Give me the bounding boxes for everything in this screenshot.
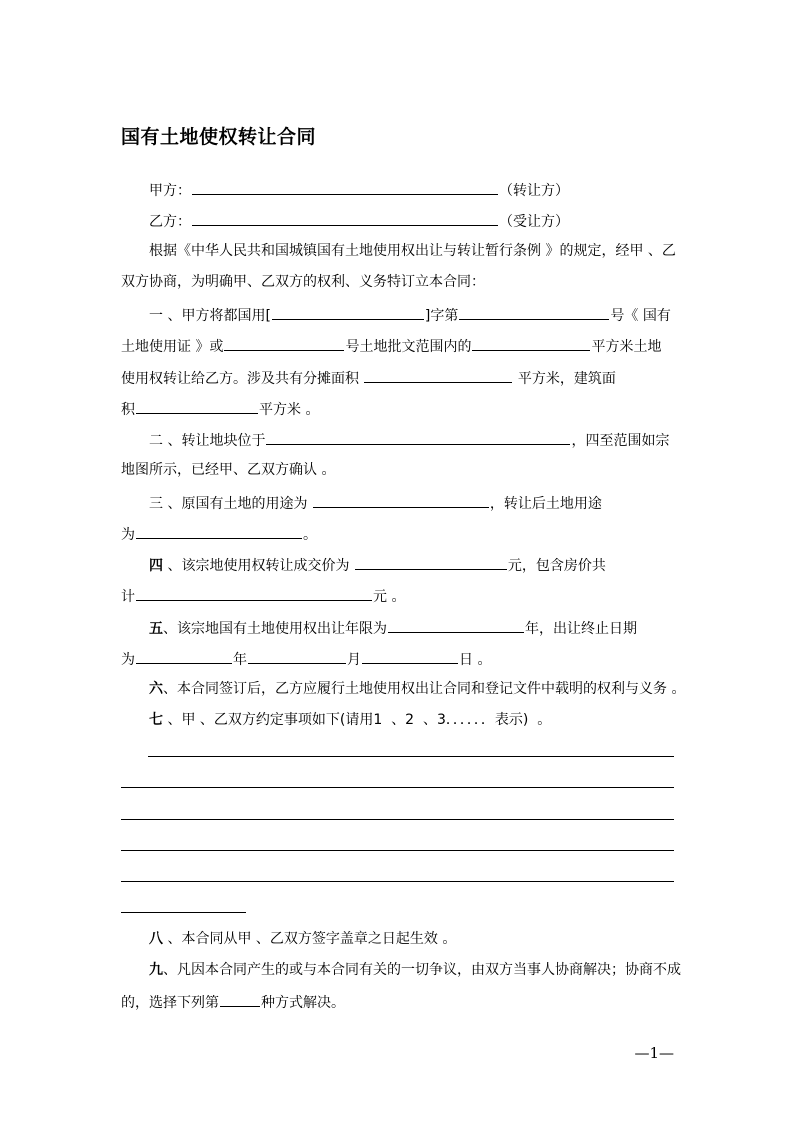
party-a-blank[interactable]: [192, 179, 498, 195]
clause-number: 九: [149, 962, 163, 978]
clause-text: 、本合同签订后，乙方应履行土地使用权出让合同和登记文件中载明的权利与义务: [163, 681, 667, 697]
clause-8-line-1: [121, 929, 674, 949]
clause-text: 年，出让终止日期: [525, 621, 637, 637]
preamble-line-1: [121, 241, 674, 261]
clause-9-line-2: [121, 991, 674, 1013]
clause-text: 月: [347, 652, 361, 668]
agreement-blank-line[interactable]: [121, 819, 674, 820]
clause-text: 使用权转让给乙方。涉及共有分摊面积: [121, 371, 359, 387]
agreement-blank-line[interactable]: [121, 912, 246, 913]
clause-text: 。: [671, 681, 686, 697]
clause-text: 国有: [642, 308, 671, 324]
new-use-blank[interactable]: [136, 523, 302, 539]
clause-text: 的，选择下列第: [121, 995, 219, 1011]
approval-number-blank[interactable]: [224, 335, 344, 351]
party-a-line: [121, 179, 674, 201]
clause-2-line-2: [121, 460, 674, 480]
clause-text: 为: [121, 652, 135, 668]
shared-area-blank[interactable]: [364, 367, 512, 383]
page-number: —1—: [634, 1044, 674, 1062]
clause-text: 》或: [195, 339, 224, 355]
original-use-blank[interactable]: [313, 492, 489, 508]
clause-text: 一 、甲方将都国用[: [149, 308, 271, 324]
term-years-blank[interactable]: [388, 617, 524, 633]
clause-1-line-4: [121, 398, 674, 420]
party-a-label: 甲方：: [149, 183, 191, 199]
clause-text: 、3．．．．．．表示): [423, 712, 529, 728]
party-b-label: 乙方：: [149, 214, 191, 230]
party-b-line: [121, 210, 674, 232]
clause-text: ，四至范围如宗: [571, 433, 670, 449]
clause-text: 土地使用证: [121, 339, 191, 355]
clause-4-line-2: [121, 585, 674, 607]
clause-text: 平方米，建筑面: [517, 371, 616, 387]
preamble-text: 、乙: [647, 243, 676, 259]
clause-text: 。: [537, 712, 552, 728]
clause-number: 五: [149, 621, 163, 637]
total-price-blank[interactable]: [136, 585, 372, 601]
clause-text: 平方米土地: [591, 339, 662, 355]
clause-text: 、该宗地国有土地使用权出让年限为: [163, 621, 387, 637]
clause-2-line-1: [121, 429, 674, 451]
party-b-role: （受让方）: [499, 214, 569, 230]
resolution-option-blank[interactable]: [220, 991, 260, 1007]
clause-text: 日: [459, 652, 473, 668]
preamble-text: 根据《中华人民共和国城镇国有土地使用权出让与转让暂行条例: [149, 243, 541, 259]
clause-5-line-2: [121, 648, 674, 670]
preamble-line-2: 双方协商，为明确甲、乙双方的权利、义务特订立本合同：: [121, 274, 485, 290]
clause-number: 四: [149, 558, 163, 574]
party-a-role: （转让方）: [499, 183, 569, 199]
cert-number-blank[interactable]: [459, 304, 609, 320]
clause-text: 。: [477, 652, 492, 668]
cert-year-blank[interactable]: [272, 304, 424, 320]
clause-text: 。: [303, 527, 317, 543]
clause-6-line-1: [121, 679, 686, 699]
clause-text: 号《: [610, 308, 639, 324]
clause-text: 三 、原国有土地的用途为: [149, 496, 308, 512]
clause-text: 。: [442, 931, 457, 947]
clause-text: 地图所示，已经甲、乙双方确认: [121, 462, 317, 478]
clause-number: 七: [149, 712, 163, 728]
clause-1-line-1: [121, 304, 674, 326]
clause-text: 、2: [391, 712, 415, 728]
agreement-blank-line[interactable]: [121, 850, 674, 851]
page-title: 国有土地使权转让合同: [121, 126, 317, 148]
clause-9-line-1: [121, 960, 681, 980]
agreement-blank-line[interactable]: [121, 787, 674, 788]
clause-text: ]字第: [424, 308, 459, 324]
clause-3-line-1: [121, 492, 674, 514]
clause-3-line-2: [121, 523, 674, 545]
clause-text: 年: [233, 652, 247, 668]
agreement-blank-line[interactable]: [121, 881, 674, 882]
clause-number: 八: [149, 931, 163, 947]
clause-text: 元，包含房价共: [507, 558, 606, 574]
clause-text: 平方米: [259, 402, 301, 418]
clause-number: 六: [149, 681, 163, 697]
clause-text: 为: [121, 527, 135, 543]
clause-text: 二 、转让地块位于: [149, 433, 266, 449]
clause-text: ，转让后土地用途: [489, 496, 602, 512]
location-blank[interactable]: [266, 429, 570, 445]
clause-text: 积: [121, 402, 135, 418]
clause-text: 、该宗地使用权转让成交价为: [167, 558, 350, 574]
price-blank[interactable]: [355, 554, 507, 570]
clause-text: 计: [121, 589, 135, 605]
clause-text: 、凡因本合同产生的或与本合同有关的一切争议，由双方当事人协商解决；协商不成: [163, 962, 681, 978]
clause-text: 、乙双方约定事项如下(请用1: [199, 712, 383, 728]
end-month-blank[interactable]: [248, 648, 346, 664]
building-area-blank[interactable]: [136, 398, 258, 414]
clause-1-line-3: [121, 367, 674, 389]
clause-text: 号土地批文范围内的: [345, 339, 472, 355]
clause-text: 种方式解决。: [261, 995, 345, 1011]
clause-text: 、乙双方签字盖章之日起生效: [255, 931, 438, 947]
end-year-blank[interactable]: [136, 648, 232, 664]
agreement-blank-line[interactable]: [148, 756, 674, 757]
preamble-text: 》的规定，经甲: [545, 243, 644, 259]
clause-text: 、本合同从甲: [167, 931, 252, 947]
clause-text: 、甲: [167, 712, 196, 728]
land-area-blank[interactable]: [472, 335, 590, 351]
party-b-blank[interactable]: [192, 210, 498, 226]
clause-text: 元: [373, 589, 387, 605]
clause-4-line-1: [121, 554, 674, 576]
end-day-blank[interactable]: [362, 648, 458, 664]
clause-7-line-1: [121, 710, 674, 730]
clause-1-line-2: [121, 335, 674, 357]
clause-5-line-1: [121, 617, 674, 639]
clause-text: 。: [321, 462, 336, 478]
clause-text: 。: [391, 589, 406, 605]
clause-text: 。: [305, 402, 320, 418]
